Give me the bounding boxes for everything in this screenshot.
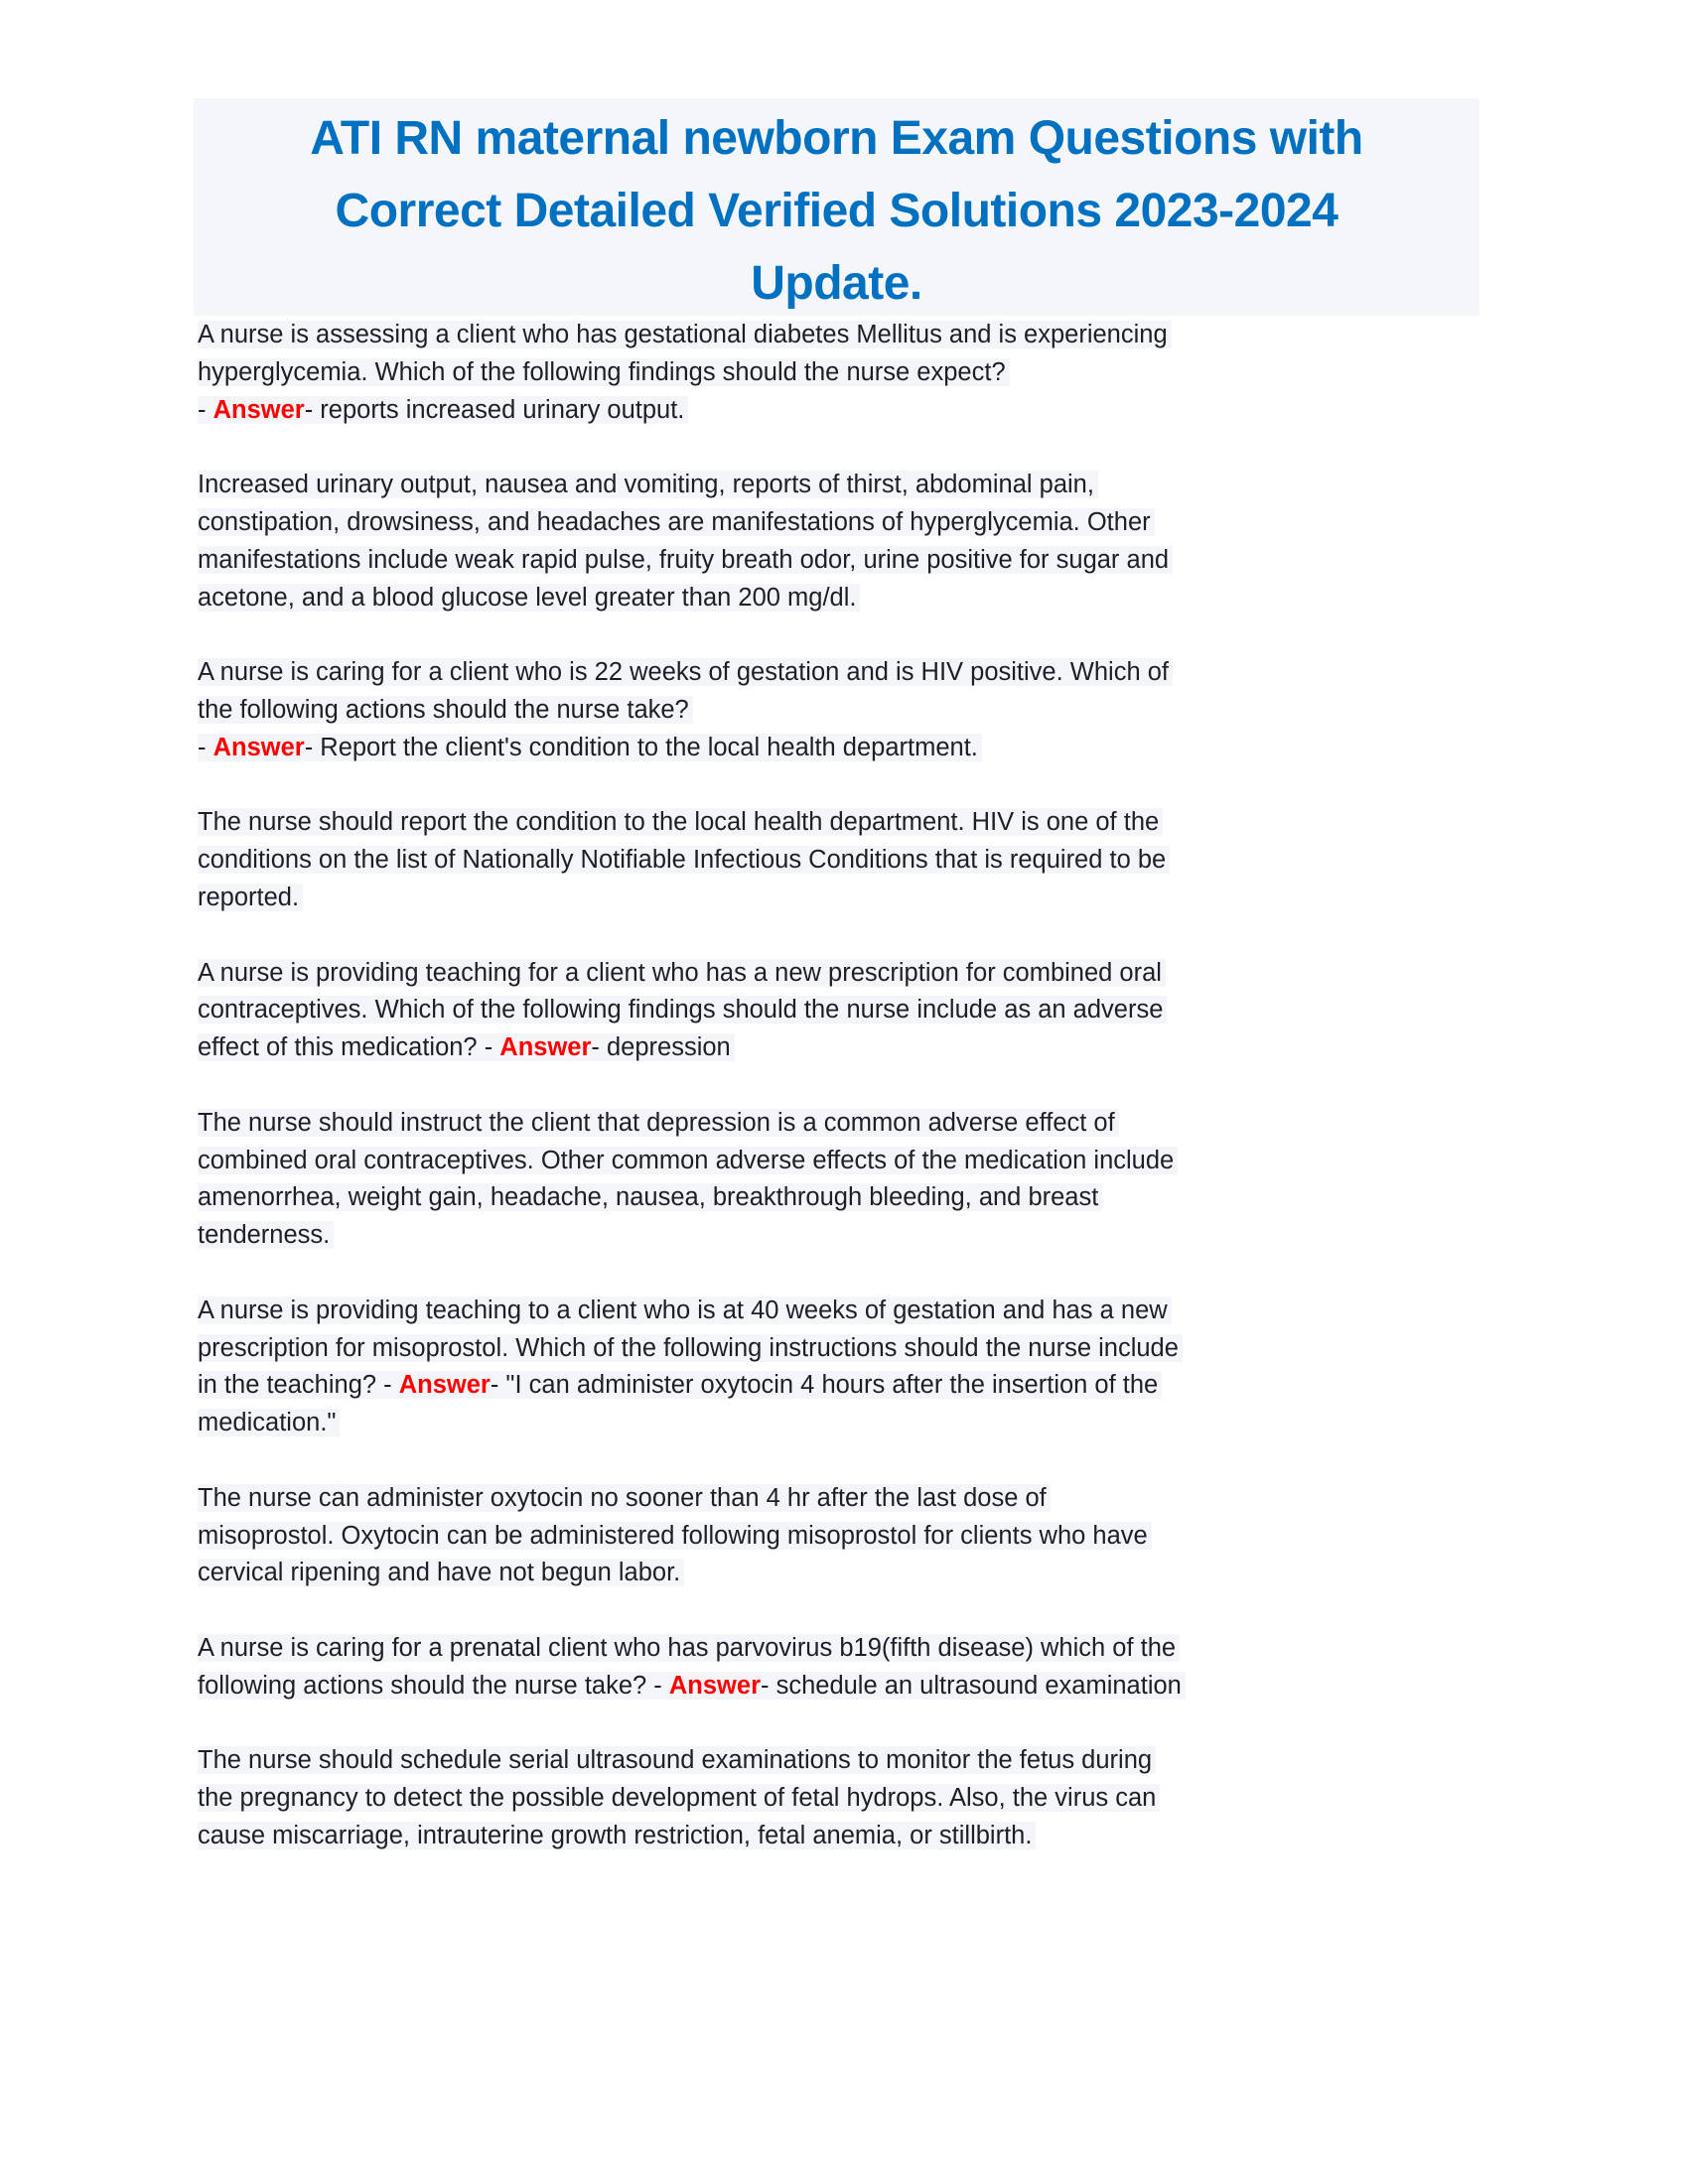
text-line xyxy=(198,1630,1508,1668)
blank-line xyxy=(198,429,1508,467)
answer-label: Answer xyxy=(499,1033,592,1062)
text-line xyxy=(198,842,1508,880)
line-highlight xyxy=(198,1371,1162,1399)
text-line xyxy=(198,1105,1508,1143)
answer-text: - schedule an ultrasound examination xyxy=(761,1671,1182,1700)
answer-text: - depression xyxy=(591,1033,731,1062)
text-line xyxy=(198,1293,1508,1330)
line-highlight xyxy=(198,1033,735,1061)
line-highlight: Increased urinary output, nausea and vomiting, reports of thirst, abdominal pain, xyxy=(198,471,1098,498)
answer-text: - reports increased urinary output. xyxy=(304,395,685,424)
line-highlight: constipation, drowsiness, and headaches are manifestations of hyperglycemia. Other xyxy=(198,508,1155,536)
line-highlight: the following actions should the nurse take? xyxy=(198,696,693,724)
line-highlight: A nurse is caring for a client who is 22 weeks of gestation and is HIV positive. Which of xyxy=(198,658,1173,686)
line-highlight: tenderness. xyxy=(198,1221,334,1249)
text-line xyxy=(198,1480,1508,1518)
line-highlight: prescription for misoprostol. Which of the following instructions should the nurse include xyxy=(198,1334,1183,1362)
answer-prefix: following actions should the nurse take? - xyxy=(198,1671,669,1700)
title-banner xyxy=(194,98,1479,316)
text-line xyxy=(198,1179,1508,1217)
title-line: Correct Detailed Verified Solutions 2023-2024 xyxy=(335,185,1338,237)
answer-prefix: - xyxy=(198,733,213,761)
answer-label: Answer xyxy=(212,395,305,424)
text-line xyxy=(198,1518,1508,1556)
text-line xyxy=(198,467,1508,504)
line-highlight: The nurse should report the condition to the local health department. HIV is one of the xyxy=(198,808,1163,836)
text-line xyxy=(198,1818,1508,1855)
line-highlight: A nurse is assessing a client who has gestational diabetes Mellitus and is experiencing xyxy=(198,321,1172,348)
line-highlight: amenorrhea, weight gain, headache, nausea, breakthrough bleeding, and breast xyxy=(198,1183,1102,1211)
line-highlight xyxy=(198,734,982,761)
text-line xyxy=(198,880,1508,917)
line-highlight: contraceptives. Which of the following findings should the nurse include as an adverse xyxy=(198,996,1167,1024)
rationale-block xyxy=(198,1742,1508,1854)
text-line xyxy=(198,1555,1508,1592)
answer-prefix: effect of this medication? - xyxy=(198,1033,500,1062)
rationale-block xyxy=(198,1105,1508,1255)
question-block xyxy=(198,1293,1508,1442)
text-line xyxy=(198,317,1508,354)
line-highlight: misoprostol. Oxytocin can be administered following misoprostol for clients who have xyxy=(198,1522,1152,1550)
text-line xyxy=(198,392,1508,430)
text-line xyxy=(198,654,1508,692)
line-highlight: acetone, and a blood glucose level greater than 200 mg/dl. xyxy=(198,584,860,612)
answer-prefix: - xyxy=(198,395,213,424)
answer-prefix: in the teaching? - xyxy=(198,1371,399,1400)
answer-label: Answer xyxy=(398,1371,491,1400)
text-line xyxy=(198,504,1508,542)
blank-line xyxy=(198,1705,1508,1742)
line-highlight: reported. xyxy=(198,884,303,911)
line-highlight: The nurse can administer oxytocin no sooner than 4 hr after the last dose of xyxy=(198,1484,1051,1512)
line-highlight: The nurse should schedule serial ultrasound examinations to monitor the fetus during xyxy=(198,1746,1156,1774)
text-line xyxy=(198,730,1508,767)
text-line xyxy=(198,1330,1508,1368)
text-line xyxy=(198,1143,1508,1180)
document-title xyxy=(194,98,1479,320)
line-highlight: combined oral contraceptives. Other common adverse effects of the medication include xyxy=(198,1147,1178,1174)
blank-line xyxy=(198,767,1508,805)
text-line xyxy=(198,1668,1508,1706)
answer-label: Answer xyxy=(212,733,305,761)
blank-line xyxy=(198,917,1508,955)
text-line xyxy=(198,804,1508,842)
text-line xyxy=(198,1217,1508,1255)
text-line xyxy=(198,354,1508,392)
text-line xyxy=(198,692,1508,730)
question-block xyxy=(198,317,1508,429)
text-line xyxy=(198,580,1508,617)
line-highlight: A nurse is providing teaching for a client who has a new prescription for combined oral xyxy=(198,959,1166,987)
line-highlight: manifestations include weak rapid pulse, fruity breath odor, urine positive for sugar and xyxy=(198,546,1173,574)
text-line xyxy=(198,1780,1508,1818)
line-highlight: medication." xyxy=(198,1409,340,1436)
blank-line xyxy=(198,1592,1508,1630)
answer-text: - "I can administer oxytocin 4 hours after the insertion of the xyxy=(490,1371,1159,1400)
line-highlight xyxy=(198,396,688,424)
text-line xyxy=(198,542,1508,580)
line-highlight: A nurse is caring for a prenatal client who has parvovirus b19(fifth disease) which of the xyxy=(198,1634,1180,1662)
title-line: ATI RN maternal newborn Exam Questions with xyxy=(310,112,1363,165)
document-body xyxy=(198,317,1508,1855)
blank-line xyxy=(198,1442,1508,1480)
text-line xyxy=(198,992,1508,1029)
blank-line xyxy=(198,1255,1508,1293)
title-line: Update. xyxy=(751,257,922,310)
line-highlight xyxy=(198,1672,1186,1700)
blank-line xyxy=(198,616,1508,654)
answer-label: Answer xyxy=(668,1671,761,1700)
rationale-block xyxy=(198,804,1508,916)
line-highlight: hyperglycemia. Which of the following findings should the nurse expect? xyxy=(198,358,1010,386)
line-highlight: A nurse is providing teaching to a client who is at 40 weeks of gestation and has a new xyxy=(198,1297,1172,1324)
line-highlight: cause miscarriage, intrauterine growth restriction, fetal anemia, or stillbirth. xyxy=(198,1822,1036,1849)
text-line xyxy=(198,1742,1508,1780)
text-line xyxy=(198,955,1508,993)
question-block xyxy=(198,654,1508,766)
text-line xyxy=(198,1405,1508,1442)
answer-text: - Report the client's condition to the local health department. xyxy=(304,733,978,761)
text-line xyxy=(198,1367,1508,1405)
line-highlight: conditions on the list of Nationally Notifiable Infectious Conditions that is required to be xyxy=(198,846,1170,874)
rationale-block xyxy=(198,467,1508,616)
question-block xyxy=(198,955,1508,1067)
blank-line xyxy=(198,1067,1508,1105)
line-highlight: cervical ripening and have not begun labor. xyxy=(198,1559,684,1586)
line-highlight: The nurse should instruct the client that depression is a common adverse effect of xyxy=(198,1109,1119,1137)
rationale-block xyxy=(198,1480,1508,1592)
line-highlight: the pregnancy to detect the possible development of fetal hydrops. Also, the virus can xyxy=(198,1784,1160,1812)
question-block xyxy=(198,1630,1508,1706)
text-line xyxy=(198,1029,1508,1067)
